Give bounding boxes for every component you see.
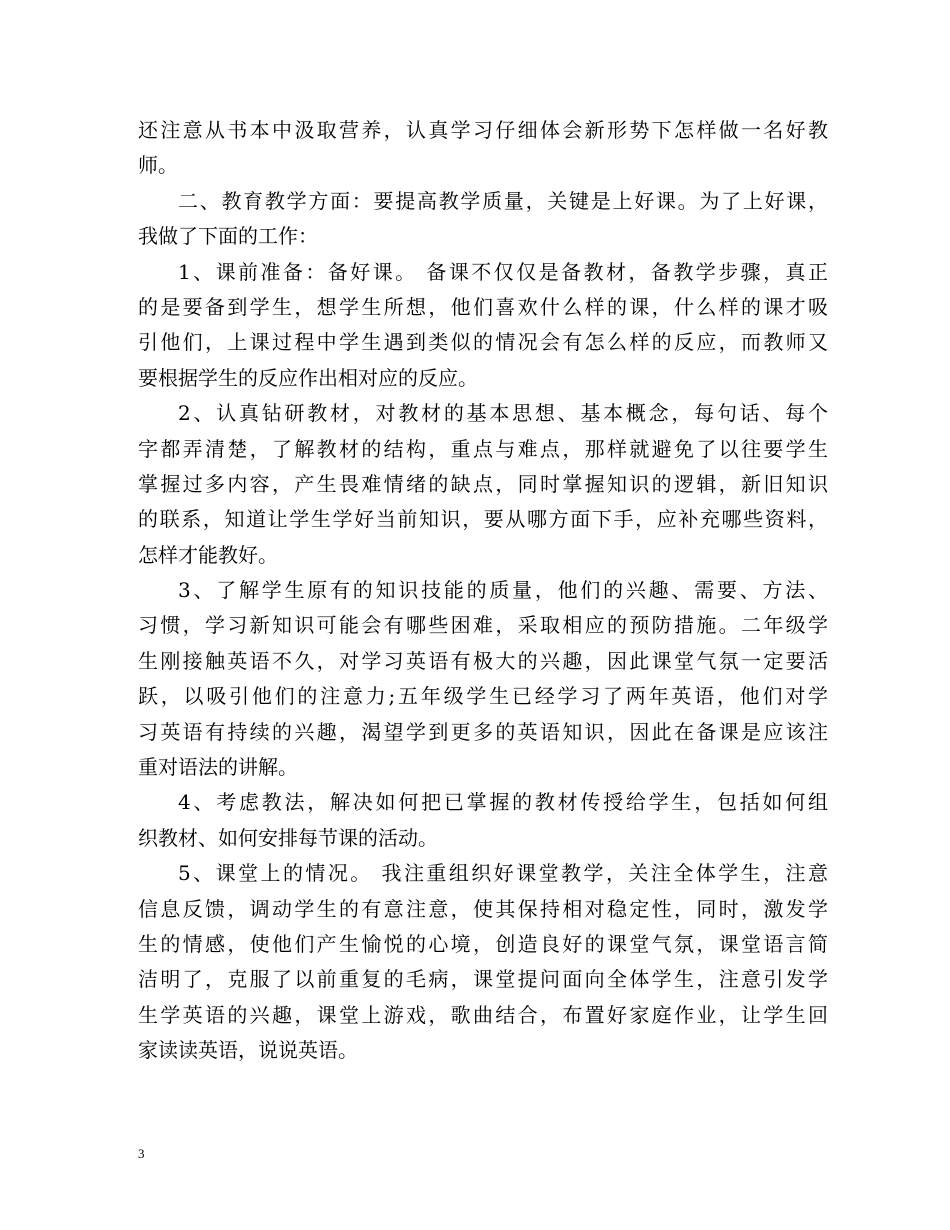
text-line: 重对语法的讲解。: [138, 755, 298, 780]
text-line: 我做了下面的工作：: [138, 224, 318, 249]
text-line: 家读读英语，说说英语。: [138, 1038, 358, 1063]
text-line: 掌握过多内容，产生畏难情绪的缺点，同时掌握知识的逻辑，新旧知识: [138, 471, 828, 496]
text-line: 1、课前准备：备好课。 备课不仅仅是备教材，备教学步骤，真正: [178, 259, 828, 284]
text-line: 字都弄清楚，了解教材的结构，重点与难点，那样就避免了以往要学生: [138, 436, 828, 461]
text-line: 师。: [138, 153, 178, 178]
text-line: 二、教育教学方面：要提高教学质量，关键是上好课。为了上好课，: [178, 188, 828, 213]
text-line: 信息反馈，调动学生的有意注意，使其保持相对稳定性，同时，激发学: [138, 896, 828, 921]
text-line: 织教材、如何安排每节课的活动。: [138, 825, 438, 850]
text-line: 引他们，上课过程中学生遇到类似的情况会有怎么样的反应，而教师又: [138, 330, 828, 355]
page-number: 3: [138, 1146, 145, 1161]
text-line: 2、认真钻研教材，对教材的基本思想、基本概念，每句话、每个: [178, 401, 828, 426]
text-line: 生刚接触英语不久，对学习英语有极大的兴趣，因此课堂气氛一定要活: [138, 648, 828, 673]
text-line: 的是要备到学生，想学生所想，他们喜欢什么样的课，什么样的课才吸: [138, 294, 828, 319]
document-body: [138, 113, 828, 1069]
text-line: 5、课堂上的情况。 我注重组织好课堂教学，关注全体学生，注意: [178, 861, 828, 886]
text-line: 生学英语的兴趣，课堂上游戏，歌曲结合，布置好家庭作业，让学生回: [138, 1002, 828, 1027]
text-line: 怎样才能教好。: [138, 542, 278, 567]
text-line: 要根据学生的反应作出相对应的反应。: [138, 365, 478, 390]
text-line: 习惯，学习新知识可能会有哪些困难，采取相应的预防措施。二年级学: [138, 613, 828, 638]
text-line: 洁明了，克服了以前重复的毛病，课堂提问面向全体学生，注意引发学: [138, 967, 828, 992]
text-line: 还注意从书本中汲取营养，认真学习仔细体会新形势下怎样做一名好教: [138, 118, 828, 142]
text-line: 的联系，知道让学生学好当前知识，要从哪方面下手，应补充哪些资料，: [138, 507, 828, 532]
text-line: 4、考虑教法，解决如何把已掌握的教材传授给学生，包括如何组: [178, 790, 828, 815]
text-line: 习英语有持续的兴趣，渴望学到更多的英语知识，因此在备课是应该注: [138, 719, 828, 744]
text-line: 3、了解学生原有的知识技能的质量，他们的兴趣、需要、方法、: [178, 578, 828, 603]
text-line: 生的情感，使他们产生愉悦的心境，创造良好的课堂气氛，课堂语言简: [138, 931, 828, 956]
text-line: 跃，以吸引他们的注意力;五年级学生已经学习了两年英语，他们对学: [138, 684, 828, 709]
